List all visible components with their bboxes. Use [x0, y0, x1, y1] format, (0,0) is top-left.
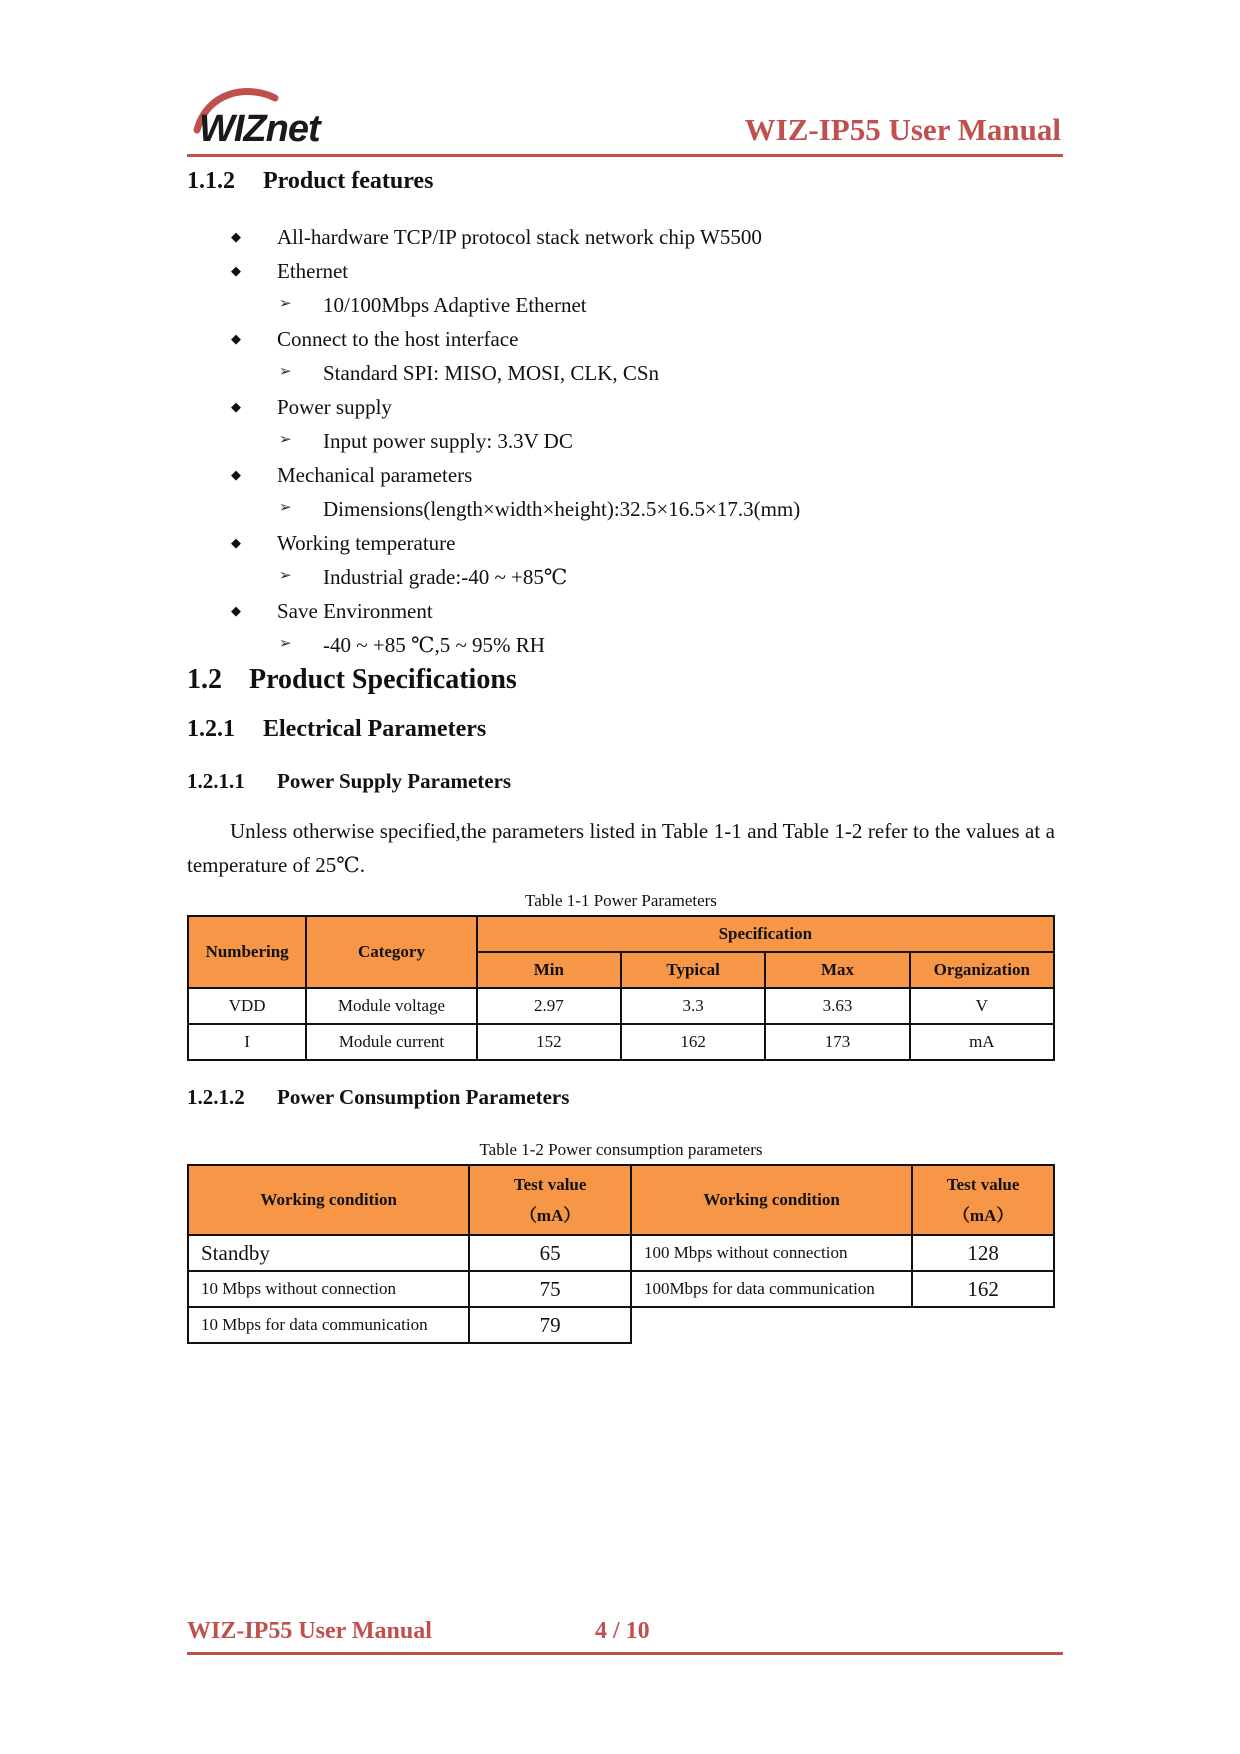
section-heading-product-specifications	[187, 664, 517, 696]
table-cell: 173	[765, 1024, 909, 1060]
feature-text: Ethernet	[277, 259, 349, 283]
table-row	[188, 1235, 1054, 1271]
table-cell: 162	[912, 1271, 1054, 1307]
section-title: Product Specifications	[249, 664, 517, 695]
section-number: 1.2	[187, 664, 222, 695]
feature-text: All-hardware TCP/IP protocol stack network chip W5500	[277, 225, 762, 249]
table-cell: 162	[621, 1024, 765, 1060]
table-row	[188, 1307, 1054, 1343]
table2-caption: Table 1-2 Power consumption parameters	[479, 1140, 763, 1159]
feature-item	[187, 594, 1067, 628]
feature-text: Connect to the host interface	[277, 327, 519, 351]
header-test-value-unit: （mA）	[952, 1205, 1014, 1225]
feature-subitem	[187, 356, 1067, 390]
arrow-bullet-icon: ➢	[279, 500, 292, 516]
table1-caption: Table 1-1 Power Parameters	[525, 891, 717, 910]
feature-text: Save Environment	[277, 599, 433, 623]
table-cell: 10 Mbps for data communication	[188, 1307, 469, 1343]
section-number: 1.2.1.1	[187, 769, 245, 793]
table-header-row	[188, 1165, 1054, 1235]
header-numbering: Numbering	[188, 916, 306, 988]
power-consumption-table	[187, 1164, 1055, 1344]
table-cell: 10 Mbps without connection	[188, 1271, 469, 1307]
feature-subitem	[187, 560, 1067, 594]
feature-item	[187, 526, 1067, 560]
table-cell: I	[188, 1024, 306, 1060]
table-cell: VDD	[188, 988, 306, 1024]
table-cell: 100 Mbps without connection	[631, 1235, 912, 1271]
power-parameters-table	[187, 915, 1055, 1061]
section-number: 1.2.1	[187, 716, 235, 742]
table-cell: 2.97	[477, 988, 621, 1024]
diamond-bullet-icon: ◆	[231, 603, 241, 618]
arrow-bullet-icon: ➢	[279, 636, 292, 652]
feature-subitem	[187, 628, 1067, 662]
section-heading-power-consumption-parameters	[187, 1085, 569, 1110]
feature-subtext: 10/100Mbps Adaptive Ethernet	[323, 293, 587, 317]
feature-subitem	[187, 424, 1067, 458]
feature-subtext: Input power supply: 3.3V DC	[323, 429, 573, 453]
header-organization: Organization	[910, 952, 1054, 988]
section-title: Power Supply Parameters	[277, 769, 512, 793]
table-row	[188, 1024, 1054, 1060]
arrow-bullet-icon: ➢	[279, 364, 292, 380]
header-test-value	[469, 1165, 631, 1235]
section-number: 1.2.1.2	[187, 1085, 245, 1109]
header-working-condition: Working condition	[188, 1165, 469, 1235]
feature-item	[187, 390, 1067, 424]
table-empty-cell	[912, 1307, 1054, 1343]
header-test-value-unit: （mA）	[519, 1205, 581, 1225]
page-header	[187, 86, 1063, 157]
feature-subitem	[187, 492, 1067, 526]
diamond-bullet-icon: ◆	[231, 331, 241, 346]
diamond-bullet-icon: ◆	[231, 229, 241, 244]
table-empty-cell	[631, 1307, 912, 1343]
arrow-bullet-icon: ➢	[279, 568, 292, 584]
table-cell: 65	[469, 1235, 631, 1271]
feature-subtext: Industrial grade:-40 ~ +85℃	[323, 565, 568, 589]
diamond-bullet-icon: ◆	[231, 263, 241, 278]
header-max: Max	[765, 952, 909, 988]
table-row	[188, 1271, 1054, 1307]
feature-subitem	[187, 288, 1067, 322]
table-cell: 79	[469, 1307, 631, 1343]
diamond-bullet-icon: ◆	[231, 399, 241, 414]
footer-title: WIZ-IP55 User Manual	[187, 1618, 432, 1644]
table-cell: 100Mbps for data communication	[631, 1271, 912, 1307]
section-title: Power Consumption Parameters	[277, 1085, 570, 1109]
section-number: 1.1.2	[187, 168, 235, 194]
table-row	[188, 988, 1054, 1024]
wiznet-logo	[187, 86, 357, 150]
section-heading-product-features	[187, 168, 433, 195]
arrow-bullet-icon: ➢	[279, 296, 292, 312]
header-test-value-label: Test value	[946, 1174, 1020, 1194]
table-cell: 3.3	[621, 988, 765, 1024]
header-test-value	[912, 1165, 1054, 1235]
table-cell: 128	[912, 1235, 1054, 1271]
table-cell: Module voltage	[306, 988, 476, 1024]
header-working-condition: Working condition	[631, 1165, 912, 1235]
section-heading-electrical-parameters	[187, 716, 486, 743]
table-cell: Standby	[188, 1235, 469, 1271]
header-specification: Specification	[477, 916, 1054, 952]
diamond-bullet-icon: ◆	[231, 535, 241, 550]
feature-text: Mechanical parameters	[277, 463, 473, 487]
page-footer	[187, 1614, 1063, 1655]
header-title: WIZ-IP55 User Manual	[744, 112, 1061, 147]
feature-list	[187, 220, 1067, 662]
table-cell: Module current	[306, 1024, 476, 1060]
feature-text: Power supply	[277, 395, 392, 419]
page-number: 4 / 10	[595, 1618, 650, 1644]
header-test-value-label: Test value	[513, 1174, 587, 1194]
feature-subtext: Dimensions(length×width×height):32.5×16.5×17.3(mm)	[323, 497, 801, 521]
feature-item	[187, 254, 1067, 288]
logo-text: WIZnet	[199, 108, 320, 150]
arrow-bullet-icon: ➢	[279, 432, 292, 448]
intro-paragraph: Unless otherwise specified,the parameters listed in Table 1-1 and Table 1-2 refer to the values at a temperature of 25℃.	[187, 819, 1055, 877]
table-cell: mA	[910, 1024, 1054, 1060]
table-cell: V	[910, 988, 1054, 1024]
table-cell: 75	[469, 1271, 631, 1307]
table-cell: 152	[477, 1024, 621, 1060]
table-header-row	[188, 916, 1054, 952]
feature-item	[187, 458, 1067, 492]
section-title: Electrical Parameters	[263, 716, 487, 742]
table-cell: 3.63	[765, 988, 909, 1024]
header-category: Category	[306, 916, 476, 988]
feature-item	[187, 220, 1067, 254]
header-typical: Typical	[621, 952, 765, 988]
feature-subtext: -40 ~ +85 ℃,5 ~ 95% RH	[323, 633, 545, 657]
feature-item	[187, 322, 1067, 356]
diamond-bullet-icon: ◆	[231, 467, 241, 482]
feature-subtext: Standard SPI: MISO, MOSI, CLK, CSn	[323, 361, 660, 385]
header-min: Min	[477, 952, 621, 988]
section-title: Product features	[263, 168, 434, 194]
section-heading-power-supply-parameters	[187, 769, 511, 794]
feature-text: Working temperature	[277, 531, 456, 555]
